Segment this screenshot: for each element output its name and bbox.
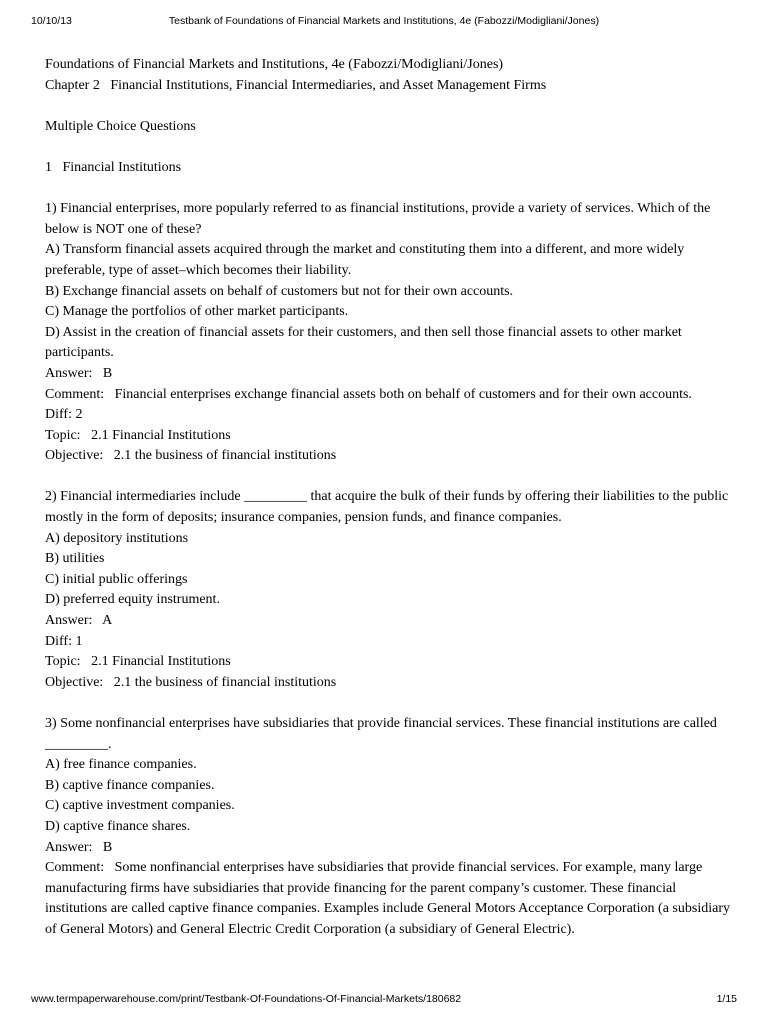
question-1 — [45, 199, 735, 467]
answer-option: B) utilities — [45, 551, 105, 567]
section-heading: Multiple Choice Questions — [45, 118, 196, 134]
comment-text: Comment: Some nonfinancial enterprises have subsidiaries that provide financial services. For example, many large manufacturing firms have subsidiaries that provide financing for the parent company’s customer. These financial institutions are called captive finance companies. Examples include General Motors Acceptance Corporation (a subsidiary of General Motors) and General Electric Credit Corporation (a subsidiary of General Electric). — [45, 860, 734, 937]
page-number: 1/15 — [716, 993, 737, 1005]
objective: Objective: 2.1 the business of financial institutions — [45, 448, 337, 464]
question-2 — [45, 487, 735, 693]
answer-option: C) initial public offerings — [45, 571, 188, 587]
question-3 — [45, 714, 735, 941]
subsection-heading: 1 Financial Institutions — [45, 159, 182, 175]
answer-option: B) Exchange financial assets on behalf of customers but not for their own accounts. — [45, 283, 514, 299]
document-body — [45, 55, 735, 941]
answer-option: A) free finance companies. — [45, 757, 197, 773]
answer-option: D) captive finance shares. — [45, 818, 191, 834]
topic: Topic: 2.1 Financial Institutions — [45, 427, 231, 443]
answer-line: Answer: B — [45, 365, 113, 381]
difficulty: Diff: 1 — [45, 633, 83, 649]
print-title: Testbank of Foundations of Financial Markets and Institutions, 4e (Fabozzi/Modigliani/Jones) — [168, 15, 600, 27]
print-date: 10/10/13 — [31, 15, 72, 27]
answer-option: A) depository institutions — [45, 530, 189, 546]
spacer — [45, 179, 735, 200]
book-title: Foundations of Financial Markets and Institutions, 4e (Fabozzi/Modigliani/Jones) — [45, 57, 504, 72]
spacer — [45, 467, 735, 488]
answer-line: Answer: B — [45, 839, 113, 855]
answer-option: B) captive finance companies. — [45, 777, 215, 793]
objective: Objective: 2.1 the business of financial institutions — [45, 674, 337, 690]
answer-option: D) Assist in the creation of financial assets for their customers, and then sell those financial assets to other market participants. — [45, 324, 682, 361]
answer-option: C) captive investment companies. — [45, 798, 235, 814]
spacer — [45, 137, 735, 158]
difficulty: Diff: 2 — [45, 407, 83, 423]
comment-text: Comment: Financial enterprises exchange financial assets both on behalf of customers and for their own accounts. — [45, 386, 692, 402]
answer-option: D) preferred equity instrument. — [45, 592, 220, 608]
question-stem: 1) Financial enterprises, more popularly referred to as financial institutions, provide a variety of services. Which of the below is NOT one of these? — [45, 201, 711, 237]
chapter-title: Chapter 2 Financial Institutions, Financial Intermediaries, and Asset Management Firms — [45, 77, 547, 93]
spacer — [45, 96, 735, 117]
topic: Topic: 2.1 Financial Institutions — [45, 654, 231, 670]
answer-option: A) Transform financial assets acquired through the market and constituting them into a different, and more widely preferable, type of asset–which becomes their liability. — [45, 242, 685, 278]
spacer — [45, 693, 735, 714]
question-stem: 3) Some nonfinancial enterprises have subsidiaries that provide financial services. These financial institutions are called _________. — [45, 716, 717, 752]
question-stem: 2) Financial intermediaries include _________ that acquire the bulk of their funds by offering their liabilities to the public mostly in the form of deposits; insurance companies, pension funds, and finance companies. — [45, 489, 729, 526]
answer-option: C) Manage the portfolios of other market participants. — [45, 304, 349, 320]
answer-line: Answer: A — [45, 613, 113, 629]
source-url: www.termpaperwarehouse.com/print/Testbank-Of-Foundations-Of-Financial-Markets/180682 — [31, 993, 462, 1005]
